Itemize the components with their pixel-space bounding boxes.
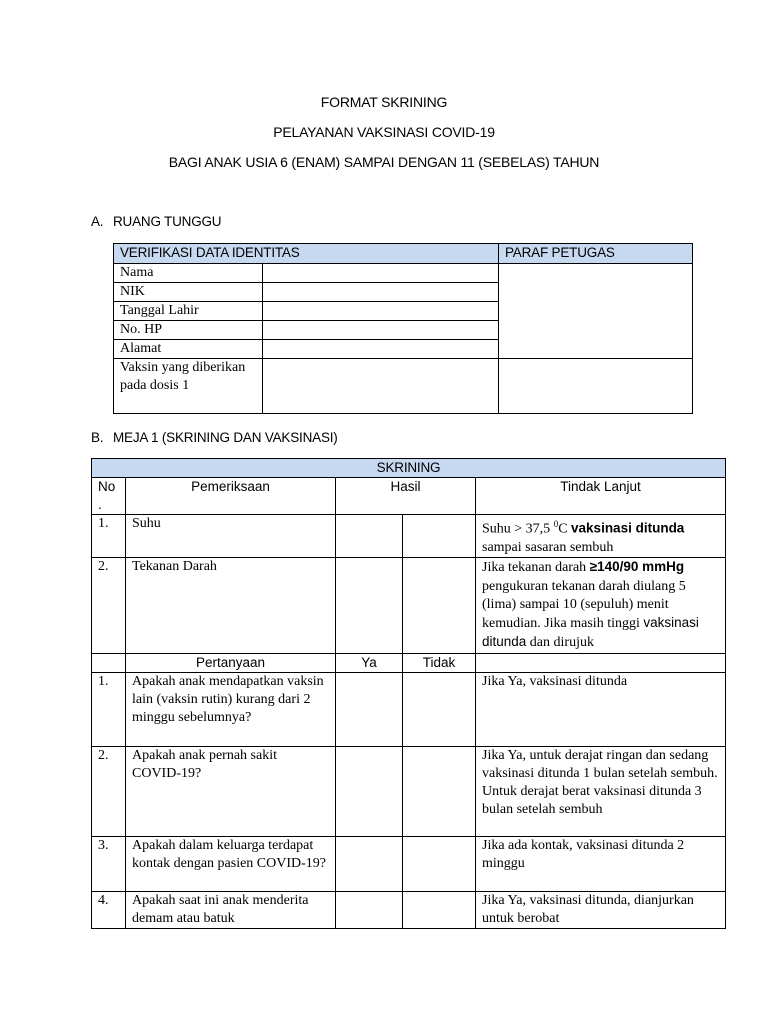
- col-header-pemeriksaan: Pemeriksaan: [126, 478, 336, 515]
- degree-superscript: 0: [553, 519, 559, 529]
- col-header-ya: Ya: [336, 653, 403, 672]
- answer-tidak-cell[interactable]: [403, 836, 476, 891]
- followup-tekanan-darah: [476, 558, 726, 653]
- table-row: [92, 558, 726, 653]
- verification-header: VERIFIKASI DATA IDENTITAS: [114, 244, 499, 264]
- screening-title: SKRINING: [92, 459, 726, 478]
- answer-tidak-cell[interactable]: [403, 672, 476, 746]
- table-row: [92, 891, 726, 928]
- field-input-alamat[interactable]: [263, 340, 499, 359]
- question-header-blank: [92, 653, 126, 672]
- identity-verification-table: [113, 243, 693, 414]
- doc-title-line-3: BAGI ANAK USIA 6 (ENAM) SAMPAI DENGAN 11 (SEBELAS) TAHUN: [168, 154, 600, 170]
- col-header-tidak: Tidak: [403, 653, 476, 672]
- officer-initials-header: PARAF PETUGAS: [499, 244, 693, 264]
- section-b-heading: [91, 430, 338, 445]
- question-text: Apakah anak pernah sakit COVID-19?: [126, 746, 336, 836]
- exam-name-tekanan-darah: Tekanan Darah: [126, 558, 336, 653]
- followup-emphasis: vaksinasi ditunda: [482, 615, 699, 650]
- officer-initials-vaksin-cell[interactable]: [499, 359, 693, 414]
- doc-title-line-1: FORMAT SKRINING: [320, 94, 448, 110]
- followup-text: pengukuran tekanan darah diulang 5 (lima) sampai 10 (sepuluh) menit kemudian. Jika masih tinggi: [482, 578, 686, 632]
- screening-table: [91, 458, 726, 929]
- question-no: 1.: [92, 672, 126, 746]
- col-header-tindak-lanjut: Tindak Lanjut: [476, 478, 726, 515]
- field-input-nik[interactable]: [263, 283, 499, 302]
- section-a-letter: A.: [91, 214, 104, 229]
- field-label-vaksin-dosis-1: Vaksin yang diberikan pada dosis 1: [114, 359, 263, 414]
- followup-emphasis: vaksinasi ditunda: [571, 520, 685, 536]
- officer-initials-cell[interactable]: [499, 264, 693, 359]
- exam-no: 1.: [92, 515, 126, 558]
- followup-text: C: [558, 521, 572, 537]
- exam-result-cell[interactable]: [403, 558, 476, 653]
- field-input-vaksin-dosis-1[interactable]: [263, 359, 499, 414]
- section-a-heading: [91, 214, 221, 229]
- question-no: 4.: [92, 891, 126, 928]
- section-b-letter: B.: [91, 430, 104, 445]
- col-header-hasil: Hasil: [336, 478, 476, 515]
- field-label-no-hp: No. HP: [114, 321, 263, 340]
- followup-emphasis: ≥140/90 mmHg: [589, 559, 685, 575]
- field-label-tanggal-lahir: Tanggal Lahir: [114, 302, 263, 321]
- question-followup: Jika ada kontak, vaksinasi ditunda 2 minggu: [476, 836, 726, 891]
- col-header-no: No .: [92, 478, 126, 515]
- answer-ya-cell[interactable]: [336, 836, 403, 891]
- table-row: [92, 746, 726, 836]
- question-followup: Jika Ya, vaksinasi ditunda, dianjurkan untuk berobat: [476, 891, 726, 928]
- question-no: 2.: [92, 746, 126, 836]
- answer-tidak-cell[interactable]: [403, 891, 476, 928]
- field-label-nik: NIK: [114, 283, 263, 302]
- exam-result-cell[interactable]: [336, 558, 403, 653]
- section-b-title: MEJA 1 (SKRINING DAN VAKSINASI): [113, 430, 338, 445]
- answer-ya-cell[interactable]: [336, 891, 403, 928]
- exam-no: 2.: [92, 558, 126, 653]
- table-row: [92, 672, 726, 746]
- question-no: 3.: [92, 836, 126, 891]
- exam-result-cell[interactable]: [403, 515, 476, 558]
- followup-text: sampai sasaran sembuh: [482, 539, 614, 555]
- question-text: Apakah dalam keluarga terdapat kontak dengan pasien COVID-19?: [126, 836, 336, 891]
- answer-tidak-cell[interactable]: [403, 746, 476, 836]
- followup-suhu: [476, 515, 726, 558]
- doc-title-line-2: PELAYANAN VAKSINASI COVID-19: [273, 124, 495, 140]
- field-input-no-hp[interactable]: [263, 321, 499, 340]
- table-row: [92, 515, 726, 558]
- question-followup: Jika Ya, untuk derajat ringan dan sedang vaksinasi ditunda 1 bulan setelah sembuh. Untuk derajat berat vaksinasi ditunda 3 bulan setelah sembuh: [476, 746, 726, 836]
- exam-result-cell[interactable]: [336, 515, 403, 558]
- answer-ya-cell[interactable]: [336, 746, 403, 836]
- field-label-alamat: Alamat: [114, 340, 263, 359]
- section-a-title: RUANG TUNGGU: [113, 214, 222, 229]
- table-row: [92, 836, 726, 891]
- followup-text: Jika tekanan darah: [482, 560, 590, 576]
- followup-text: dan dirujuk: [526, 635, 594, 651]
- question-header-followup-blank: [476, 653, 726, 672]
- exam-name-suhu: Suhu: [126, 515, 336, 558]
- answer-ya-cell[interactable]: [336, 672, 403, 746]
- field-input-nama[interactable]: [263, 264, 499, 283]
- question-text: Apakah saat ini anak menderita demam atau batuk: [126, 891, 336, 928]
- col-header-pertanyaan: Pertanyaan: [126, 653, 336, 672]
- question-followup: Jika Ya, vaksinasi ditunda: [476, 672, 726, 746]
- field-input-tanggal-lahir[interactable]: [263, 302, 499, 321]
- question-text: Apakah anak mendapatkan vaksin lain (vaksin rutin) kurang dari 2 minggu sebelumnya?: [126, 672, 336, 746]
- field-label-nama: Nama: [114, 264, 263, 283]
- followup-text: Suhu > 37,5: [482, 521, 554, 537]
